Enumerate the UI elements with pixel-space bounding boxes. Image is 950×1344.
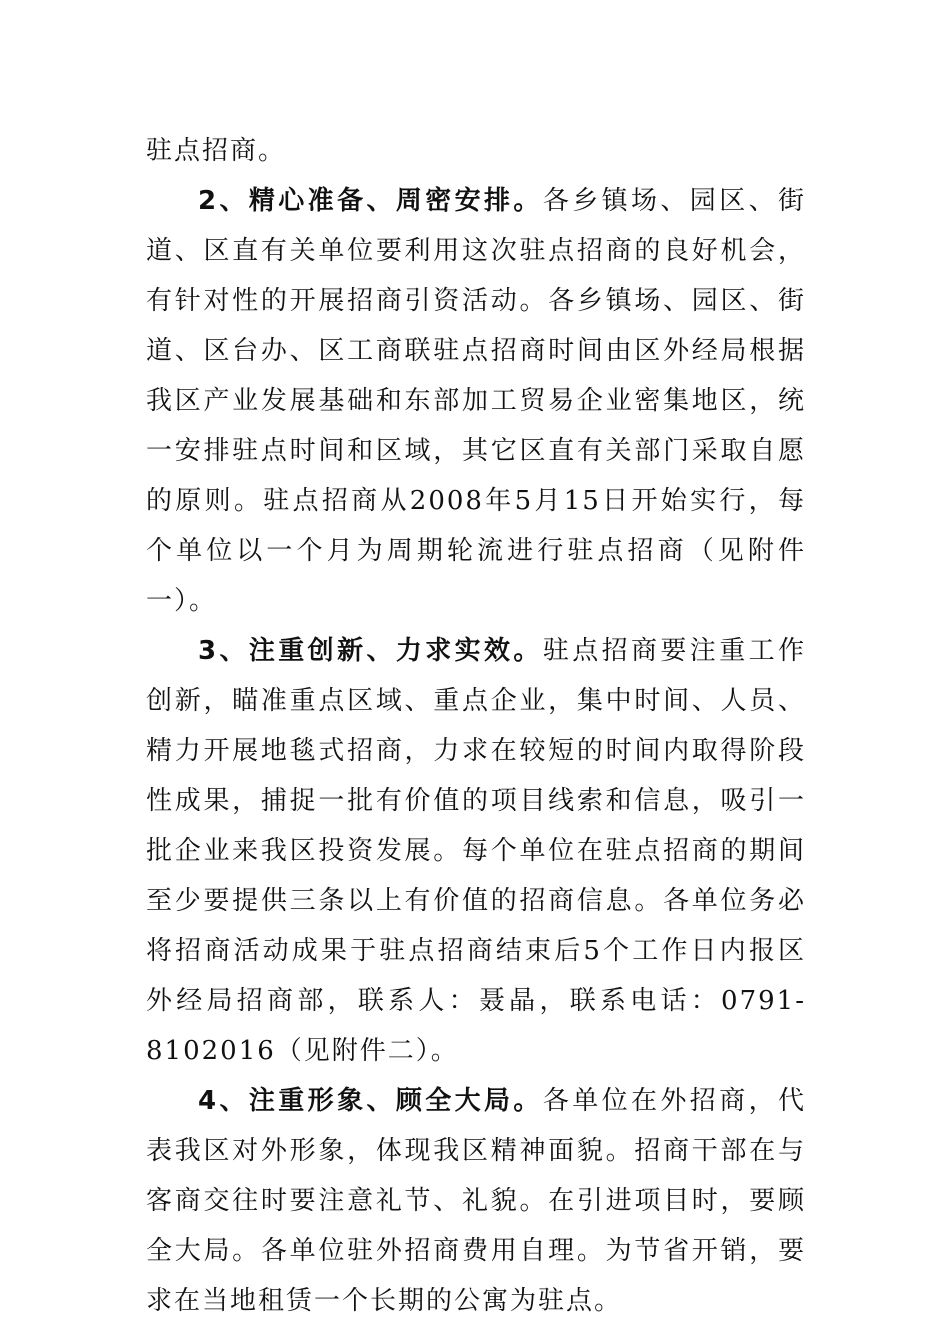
paragraph-4 bbox=[146, 1076, 806, 1326]
document-body bbox=[146, 126, 806, 1326]
paragraph-3 bbox=[146, 626, 806, 1076]
paragraph-1 bbox=[146, 126, 806, 176]
paragraph-3-heading: 3、注重创新、力求实效。 bbox=[198, 636, 543, 666]
paragraph-3-text: 驻点招商要注重工作创新，瞄准重点区域、重点企业，集中时间、人员、精力开展地毯式招商，力求在较短的时间内取得阶段性成果，捕捉一批有价值的项目线索和信息，吸引一批企业来我区投资发展。每个单位在驻点招商的期间至少要提供三条以上有价值的招商信息。各单位务必将招商活动成果于驻点招商结束后5个工作日内报区外经局招商部，联系人：聂晶，联系电话：0791-8102016（见附件二）。 bbox=[146, 636, 806, 1066]
paragraph-2-heading: 2、精心准备、周密安排。 bbox=[198, 186, 543, 216]
paragraph-2 bbox=[146, 176, 806, 626]
paragraph-2-text: 各乡镇场、园区、街道、区直有关单位要利用这次驻点招商的良好机会，有针对性的开展招商引资活动。各乡镇场、园区、街道、区台办、区工商联驻点招商时间由区外经局根据我区产业发展基础和东部加工贸易企业密集地区，统一安排驻点时间和区域，其它区直有关部门采取自愿的原则。驻点招商从2008年5月15日开始实行，每个单位以一个月为周期轮流进行驻点招商（见附件一）。 bbox=[146, 186, 806, 616]
paragraph-4-heading: 4、注重形象、顾全大局。 bbox=[198, 1086, 543, 1116]
paragraph-1-text: 驻点招商。 bbox=[146, 136, 287, 166]
paragraph-4-text: 各单位在外招商，代表我区对外形象，体现我区精神面貌。招商干部在与客商交往时要注意礼节、礼貌。在引进项目时，要顾全大局。各单位驻外招商费用自理。为节省开销，要求在当地租赁一个长期的公寓为驻点。 bbox=[146, 1086, 806, 1316]
